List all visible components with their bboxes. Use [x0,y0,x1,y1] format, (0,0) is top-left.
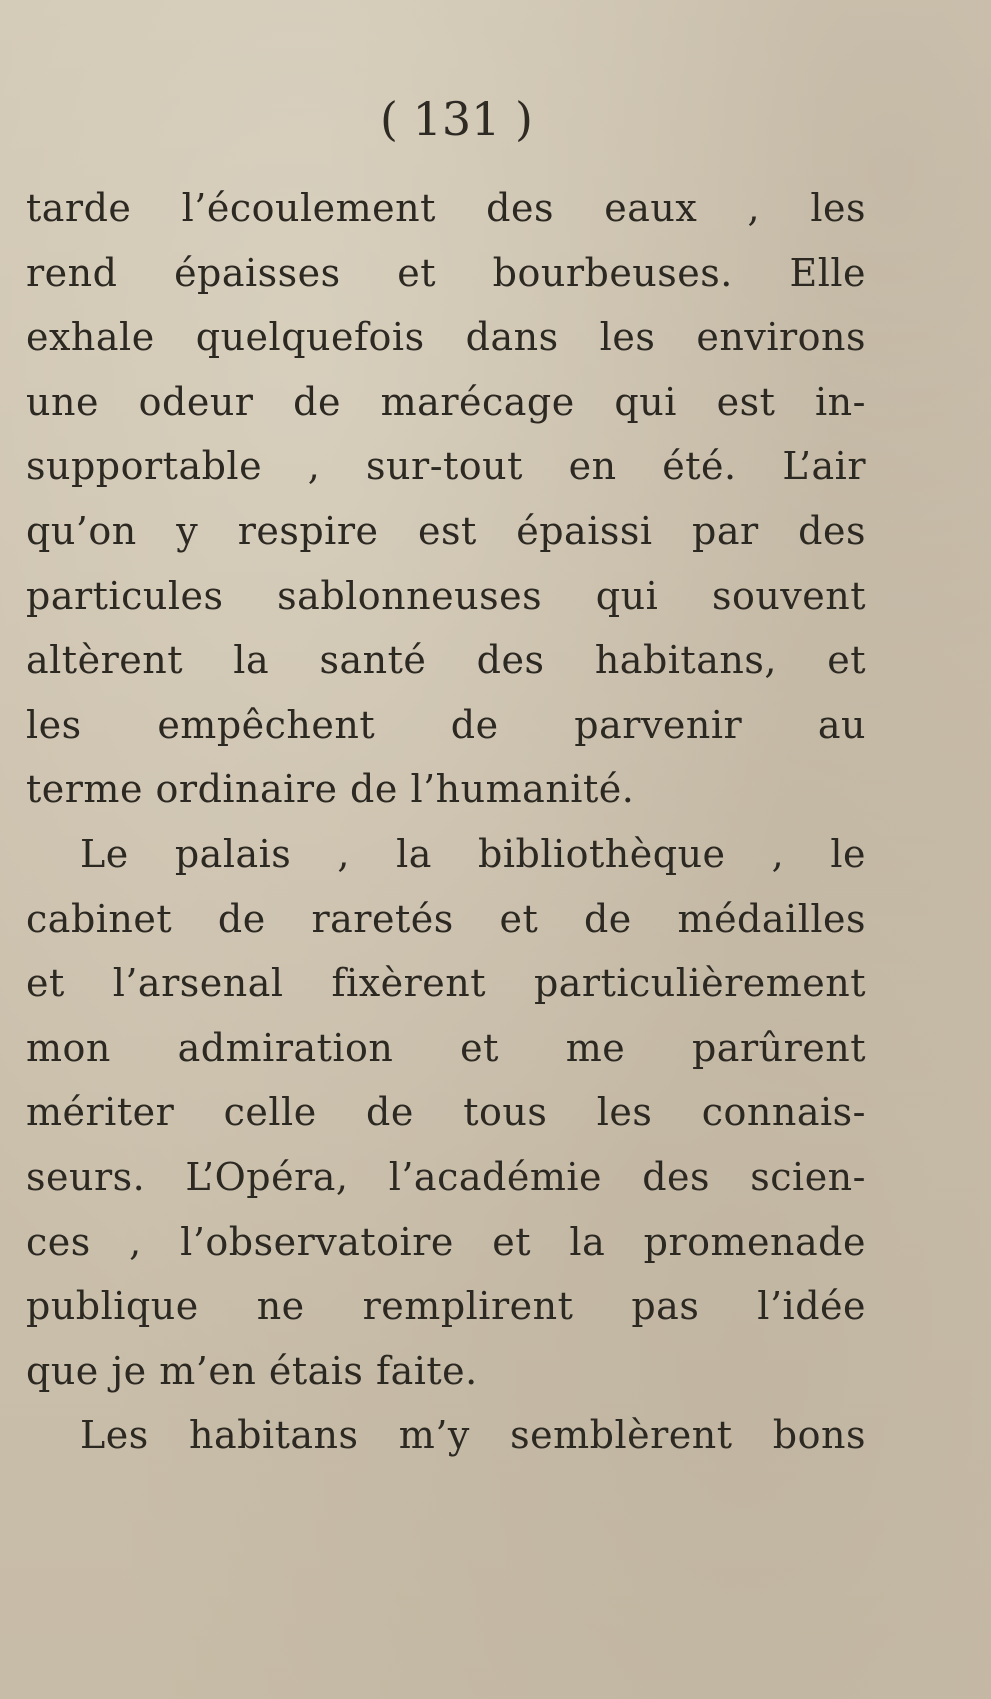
text-line: tarde l’écoulement des eaux , les [26,186,866,230]
text-line: seurs. L’Opéra, l’académie des scien- [26,1154,866,1199]
body-text [26,176,866,1468]
text-line: publique ne remplirent pas l’idée [26,1284,866,1329]
text-line: mon admiration et me parûrent [26,1025,866,1070]
text-line: exhale quelquefois dans les environs [26,315,866,360]
text-line: rend épaisses et bourbeuses. Elle [26,250,866,295]
text-line: qu’on y respire est épaissi par des [26,508,866,553]
text-line: particules sablonneuses qui souvent [26,573,866,618]
text-line: et l’arsenal fixèrent particulièrement [26,961,866,1006]
text-line: ces , l’observatoire et la promenade [26,1219,866,1264]
text-line: altèrent la santé des habitans, et [26,638,866,683]
text-line: une odeur de marécage qui est in- [26,379,866,424]
text-line: que je m’en étais faite. [26,1348,478,1393]
text-line: terme ordinaire de l’humanité. [26,767,635,812]
page-number: ( 131 ) [380,92,533,146]
text-line: cabinet de raretés et de médailles [26,896,866,941]
text-line: Les habitans m’y semblèrent bons [80,1413,866,1458]
text-line: mériter celle de tous les connais- [26,1090,866,1135]
text-line: supportable , sur-tout en été. L’air [26,444,866,489]
text-line: Le palais , la bibliothèque , le [80,831,866,876]
text-line: les empêchent de parvenir au [26,702,866,747]
